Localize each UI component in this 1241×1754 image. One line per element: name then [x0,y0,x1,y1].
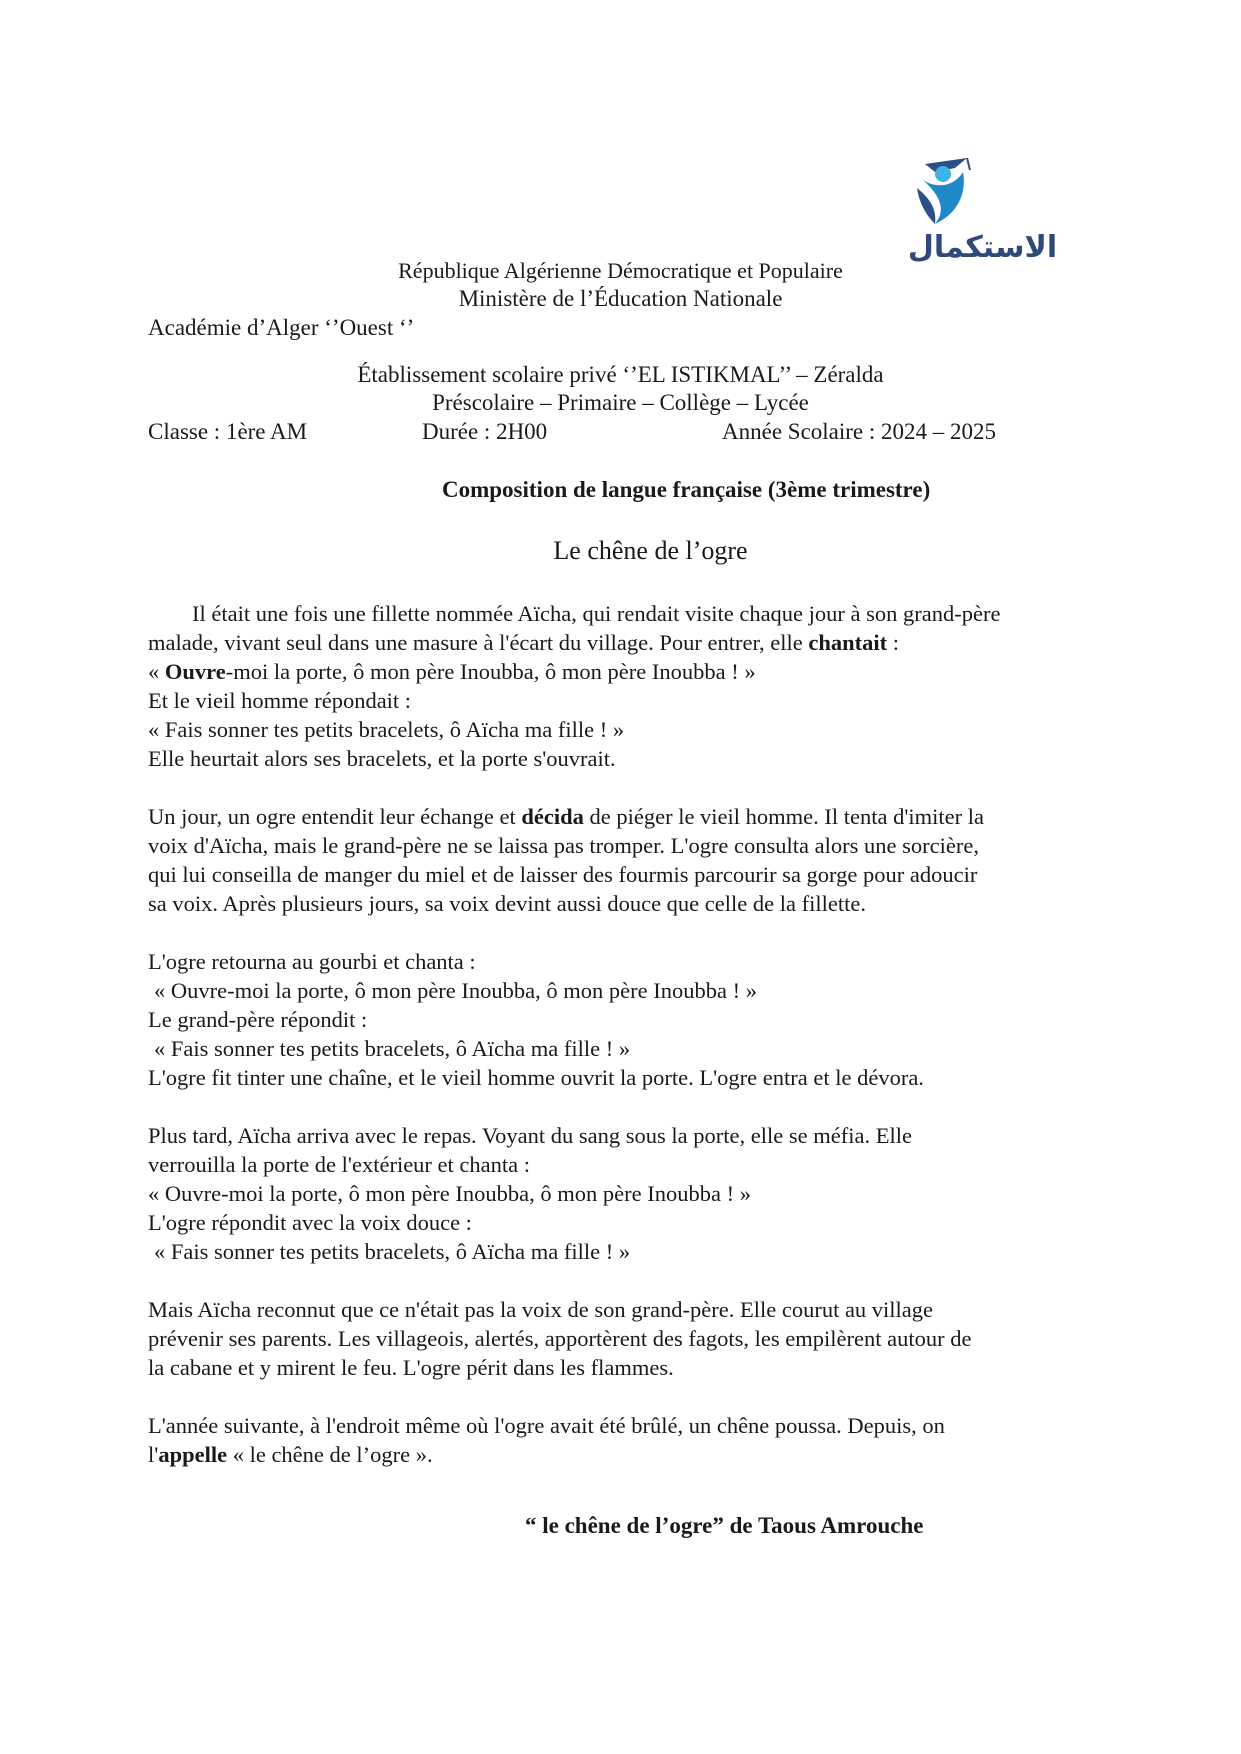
p6-line2: l'appelle « le chêne de l’ogre ». [148,1442,433,1467]
p3-line4: « Fais sonner tes petits bracelets, ô Aïcha ma fille ! » [154,1036,631,1061]
p1-line1: Il était une fois une fillette nommée Aïcha, qui rendait visite chaque jour à son grand-père [192,601,1001,626]
p1-line6: Elle heurtait alors ses bracelets, et la porte s'ouvrait. [148,746,616,771]
republic-line: République Algérienne Démocratique et Populaire [398,258,843,283]
exam-title: Composition de langue française (3ème trimestre) [442,477,931,502]
duration-label: Durée : 2H00 [422,419,548,444]
ministry-line: Ministère de l’Éducation Nationale [458,286,783,311]
source-citation: “ le chêne de l’ogre” de Taous Amrouche [525,1513,924,1538]
logo-arabic-text: الاستكمال [907,230,1058,265]
p2-line3: qui lui conseilla de manger du miel et de laisser des fourmis parcourir sa gorge pour adoucir [148,862,978,887]
p3-line1: L'ogre retourna au gourbi et chanta : [148,949,476,974]
p1-line2: malade, vivant seul dans une masure à l'écart du village. Pour entrer, elle chantait : [148,630,900,655]
p4-line5: « Fais sonner tes petits bracelets, ô Aïcha ma fille ! » [154,1239,631,1264]
p4-line3: « Ouvre-moi la porte, ô mon père Inoubba, ô mon père Inoubba ! » [148,1181,751,1206]
school-year-label: Année Scolaire : 2024 – 2025 [722,419,997,444]
p4-line2: verrouilla la porte de l'extérieur et chanta : [148,1152,530,1177]
p1-line5: « Fais sonner tes petits bracelets, ô Aïcha ma fille ! » [148,717,625,742]
p6-line1: L'année suivante, à l'endroit même où l'ogre avait été brûlé, un chêne poussa. Depuis, on [148,1413,945,1438]
school-line: Établissement scolaire privé ‘’EL ISTIKMAL’’ – Zéralda [357,362,884,387]
graduate-logo-icon [895,158,1070,238]
p5-line1: Mais Aïcha reconnut que ce n'était pas la voix de son grand-père. Elle courut au village [148,1297,934,1322]
p4-line1: Plus tard, Aïcha arriva avec le repas. Voyant du sang sous la porte, elle se méfia. Elle [148,1123,912,1148]
p3-line5: L'ogre fit tinter une chaîne, et le vieil homme ouvrit la porte. L'ogre entra et le dévora. [148,1065,924,1090]
p5-line2: prévenir ses parents. Les villageois, alertés, apportèrent des fagots, les empilèrent autour de [148,1326,972,1351]
p1-line3: « Ouvre-moi la porte, ô mon père Inoubba, ô mon père Inoubba ! » [148,659,756,684]
p4-line4: L'ogre répondit avec la voix douce : [148,1210,472,1235]
p2-line1: Un jour, un ogre entendit leur échange et décida de piéger le vieil homme. Il tenta d'imiter la [148,804,985,829]
academy-line: Académie d’Alger ‘’Ouest ‘’ [148,315,415,340]
p1-line4: Et le vieil homme répondait : [148,688,412,713]
p5-line3: la cabane et y mirent le feu. L'ogre périt dans les flammes. [148,1355,674,1380]
levels-line: Préscolaire – Primaire – Collège – Lycée [432,390,809,415]
class-label: Classe : 1ère AM [148,419,308,444]
text-title: Le chêne de l’ogre [553,536,748,565]
p2-line4: sa voix. Après plusieurs jours, sa voix devint aussi douce que celle de la fillette. [148,891,866,916]
school-logo [895,158,1070,268]
p2-line2: voix d'Aïcha, mais le grand-père ne se laissa pas tromper. L'ogre consulta alors une sorcière, [148,833,979,858]
p3-line2: « Ouvre-moi la porte, ô mon père Inoubba, ô mon père Inoubba ! » [154,978,757,1003]
p3-line3: Le grand-père répondit : [148,1007,368,1032]
story-text [148,599,1108,1469]
